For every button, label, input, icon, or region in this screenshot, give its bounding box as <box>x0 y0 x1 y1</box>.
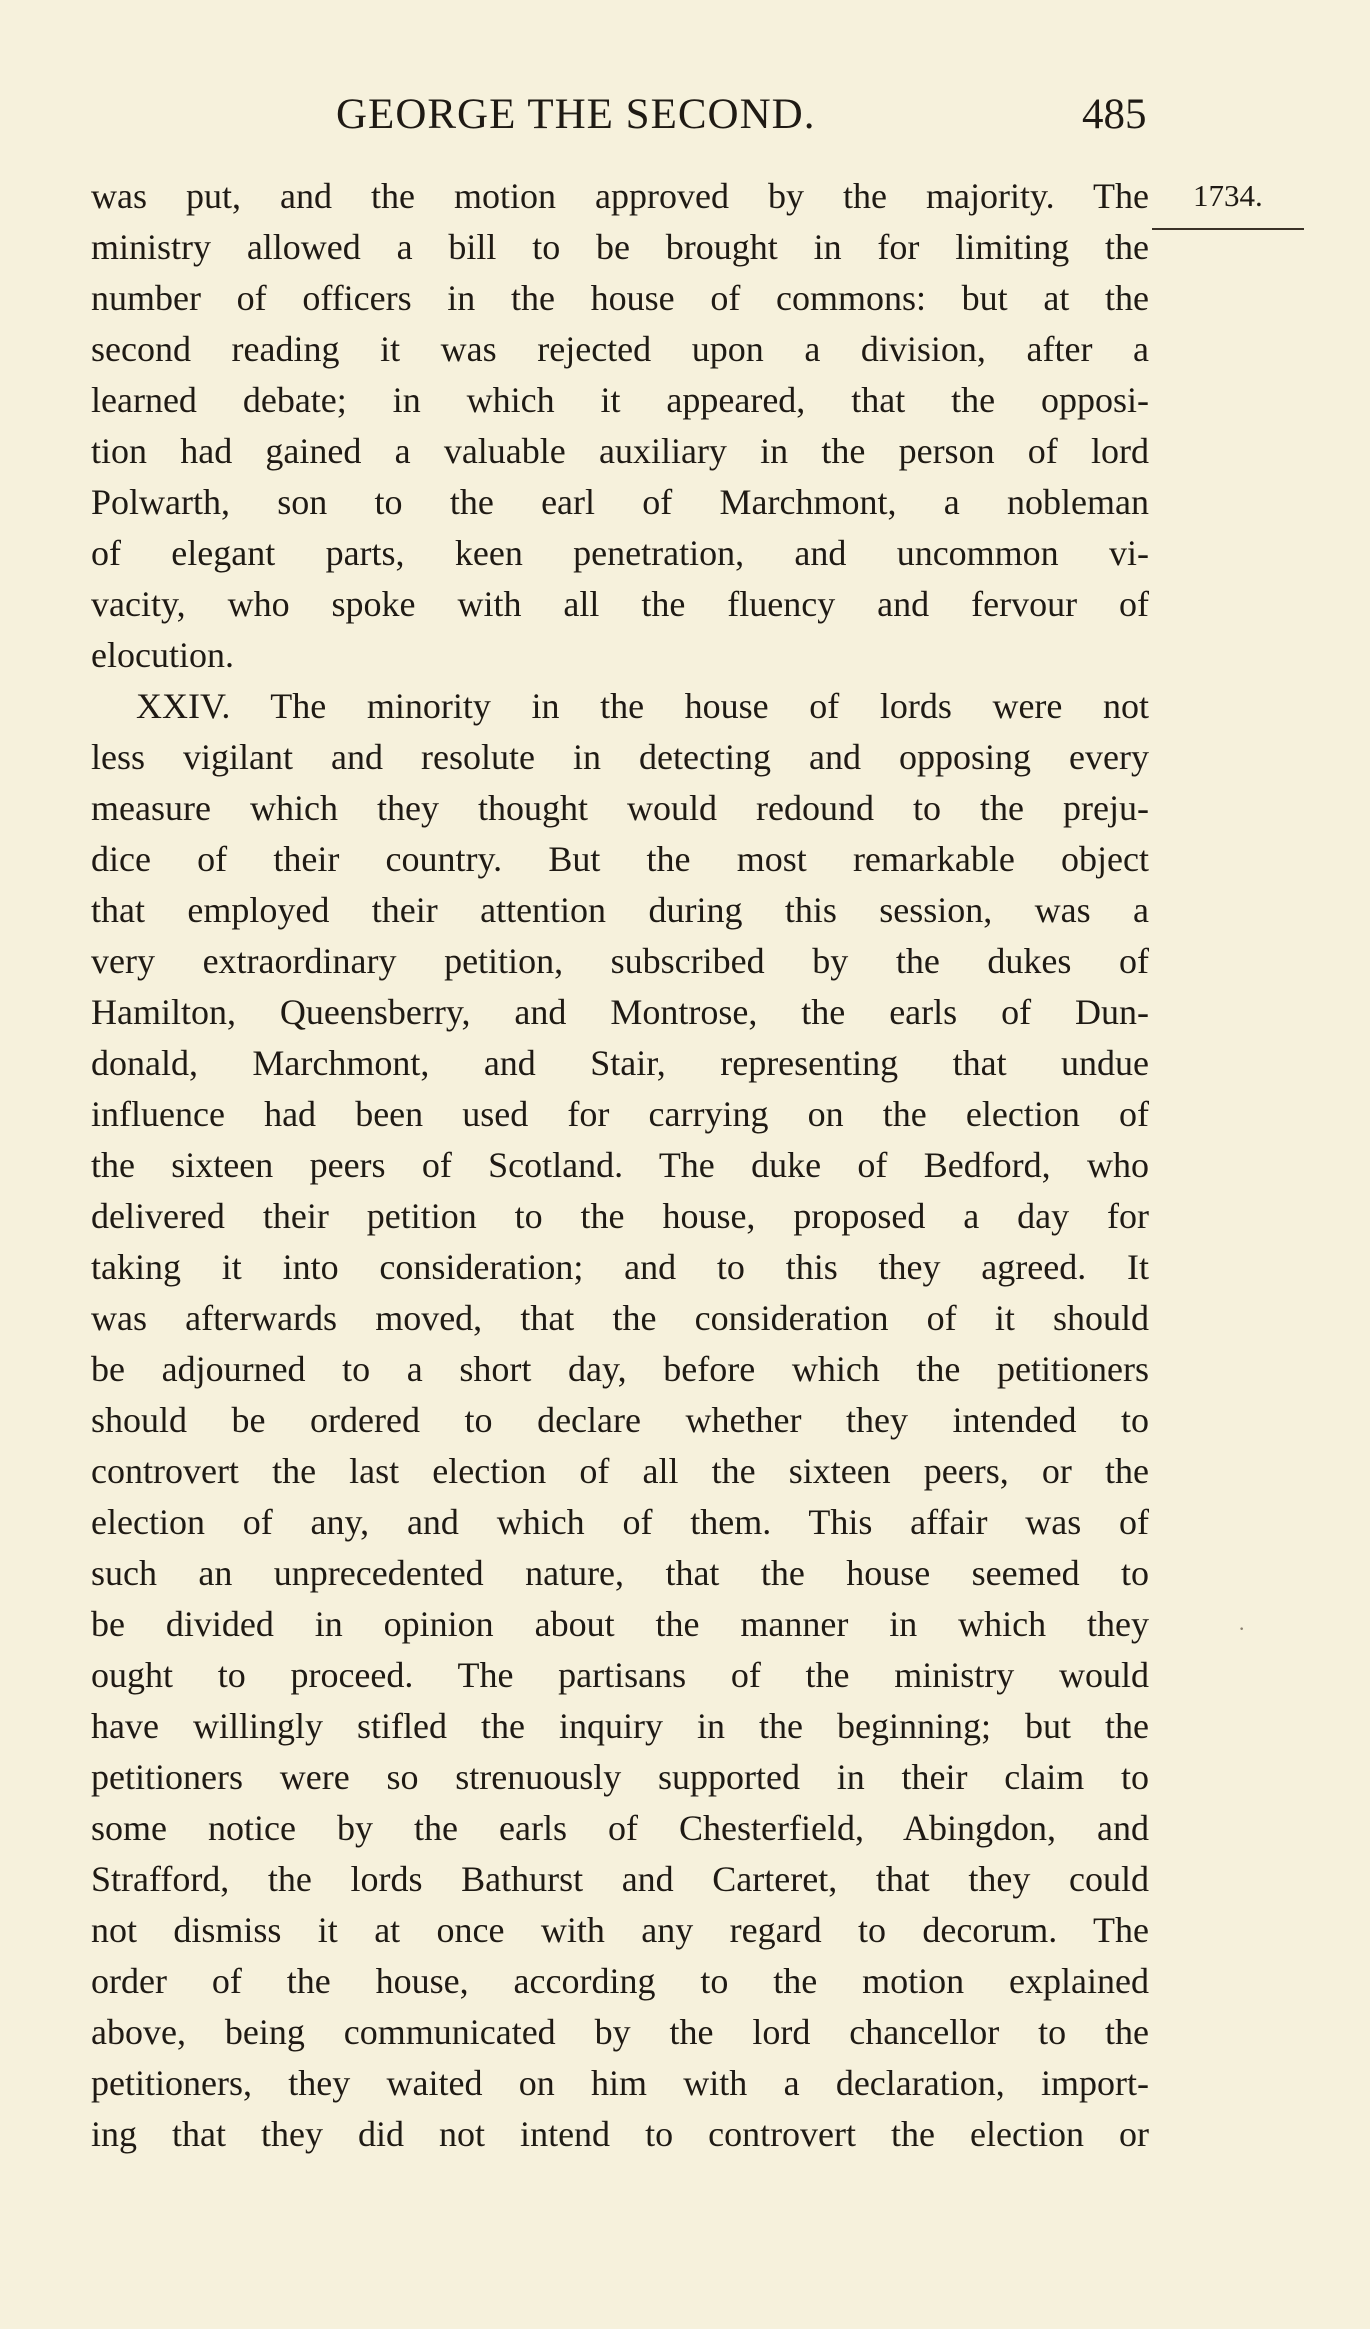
page-number: 485 <box>1082 91 1147 138</box>
text-line: was put, and the motion approved by the majority. The <box>91 176 1149 216</box>
text-line: measure which they thought would redound to the preju- <box>91 788 1149 828</box>
text-line: elocution. <box>91 635 234 675</box>
text-line: have willingly stifled the inquiry in the beginning; but the <box>91 1706 1149 1746</box>
text-line: donald, Marchmont, and Stair, representing that undue <box>91 1043 1149 1083</box>
text-line: Polwarth, son to the earl of Marchmont, a nobleman <box>91 482 1149 522</box>
text-line: taking it into consideration; and to this they agreed. It <box>91 1247 1149 1287</box>
text-line: ought to proceed. The partisans of the ministry would <box>91 1655 1149 1695</box>
text-line: above, being communicated by the lord chancellor to the <box>91 2012 1149 2052</box>
text-line: ministry allowed a bill to be brought in for limiting the <box>91 227 1149 267</box>
margin-year-note: 1734. <box>1193 178 1263 213</box>
text-line: ing that they did not intend to controvert the election or <box>91 2114 1149 2154</box>
text-line: be adjourned to a short day, before which the petitioners <box>91 1349 1149 1389</box>
text-line: some notice by the earls of Chesterfield, Abingdon, and <box>91 1808 1149 1848</box>
text-line: such an unprecedented nature, that the house seemed to <box>91 1553 1149 1593</box>
text-line: influence had been used for carrying on the election of <box>91 1094 1149 1134</box>
text-line: order of the house, according to the motion explained <box>91 1961 1149 2001</box>
text-line: learned debate; in which it appeared, that the opposi- <box>91 380 1149 420</box>
margin-rule <box>1152 228 1304 230</box>
text-line: number of officers in the house of commons: but at the <box>91 278 1149 318</box>
section-heading-line: XXIV. The minority in the house of lords were not <box>136 686 1149 726</box>
text-line: controvert the last election of all the sixteen peers, or the <box>91 1451 1149 1491</box>
text-line: the sixteen peers of Scotland. The duke of Bedford, who <box>91 1145 1149 1185</box>
text-line: not dismiss it at once with any regard to decorum. The <box>91 1910 1149 1950</box>
text-line: Hamilton, Queensberry, and Montrose, the earls of Dun- <box>91 992 1149 1032</box>
text-line: vacity, who spoke with all the fluency and fervour of <box>91 584 1149 624</box>
text-line: that employed their attention during this session, was a <box>91 890 1149 930</box>
running-title: GEORGE THE SECOND. <box>336 91 816 138</box>
paper-speck: · <box>1238 1616 1246 1641</box>
text-line: of elegant parts, keen penetration, and uncommon vi- <box>91 533 1149 573</box>
text-line: very extraordinary petition, subscribed by the dukes of <box>91 941 1149 981</box>
text-line: dice of their country. But the most remarkable object <box>91 839 1149 879</box>
text-line: petitioners were so strenuously supported in their claim to <box>91 1757 1149 1797</box>
text-line: should be ordered to declare whether they intended to <box>91 1400 1149 1440</box>
text-line: second reading it was rejected upon a division, after a <box>91 329 1149 369</box>
text-line: be divided in opinion about the manner in which they <box>91 1604 1149 1644</box>
text-line: less vigilant and resolute in detecting and opposing every <box>91 737 1149 777</box>
text-line: petitioners, they waited on him with a declaration, import- <box>91 2063 1149 2103</box>
text-line: was afterwards moved, that the consideration of it should <box>91 1298 1149 1338</box>
text-line: delivered their petition to the house, proposed a day for <box>91 1196 1149 1236</box>
text-line: tion had gained a valuable auxiliary in the person of lord <box>91 431 1149 471</box>
text-line: election of any, and which of them. This affair was of <box>91 1502 1149 1542</box>
text-line: Strafford, the lords Bathurst and Carteret, that they could <box>91 1859 1149 1899</box>
